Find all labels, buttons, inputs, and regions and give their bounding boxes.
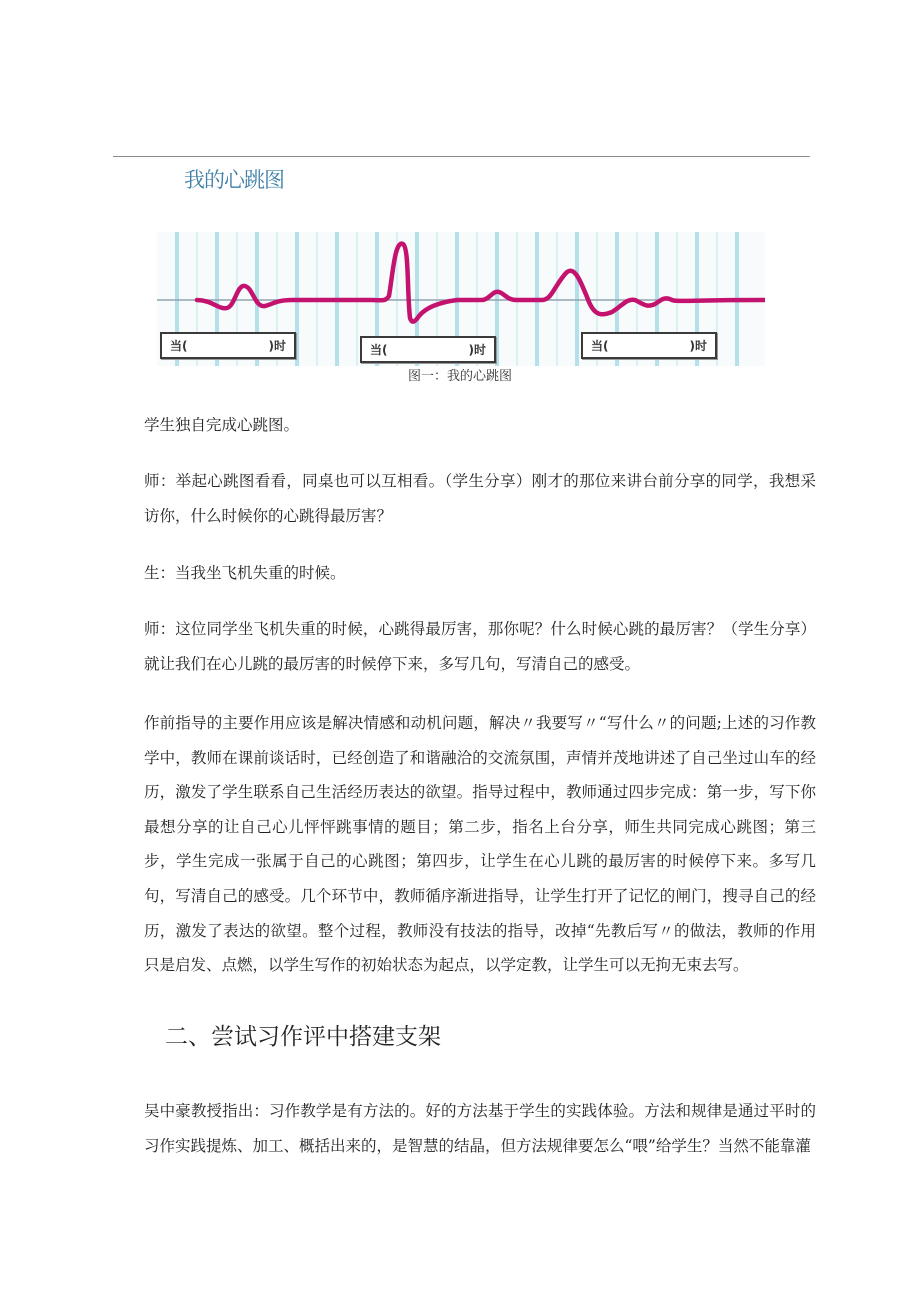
figure-caption: 图一：我的心跳图 bbox=[407, 369, 512, 384]
heartbeat-chart bbox=[157, 232, 765, 366]
paragraph-6-text: 吴中豪教授指出：习作教学是有方法的。好的方法基于学生的实践体验。方法和规律是通过平时的习作实践提炼、加工、概括出来的，是智慧的结晶，但方法规律要怎么“喂”给学生？当然不能靠灌 bbox=[144, 1102, 816, 1155]
moment-box-2[interactable] bbox=[360, 336, 496, 363]
paragraph-5-text: 作前指导的主要作用应该是解决情感和动机问题，解决〃我要写〃“写什么〃的问题;上述的习作教学中，教师在课前谈话时，已经创造了和谐融洽的交流氛围，声情并茂地讲述了自己坐过山车的经历，激发了学生联系自己生活经历表达的欲望。指导过程中，教师通过四步完成：第一步，写下你最想分享的让自己心儿怦怦跳事情的题目；第二步，指名上台分享，师生共同完成心跳图；第三步，学生完成一张属于自己的心跳图；第四步，让学生在心儿跳的最厉害的时候停下来。多写几句，写清自己的感受。几个环节中，教师循序渐进指导，让学生打开了记忆的闸门，搜寻自己的经历，激发了表达的欲望。整个过程，教师没有技法的指导，改掉“先教后写〃的做法，教师的作用只是启发、点燃，以学生写作的初始状态为起点，以学定教，让学生可以无拘无束去写。 bbox=[144, 714, 816, 975]
moment-box-3-right: )时 bbox=[689, 339, 707, 353]
moment-box-2-left: 当( bbox=[370, 343, 388, 357]
top-rule bbox=[113, 156, 810, 157]
paragraph-6 bbox=[144, 1094, 816, 1164]
moment-box-1[interactable] bbox=[160, 332, 296, 359]
ecg-trace bbox=[197, 244, 765, 322]
figure-title: 我的心跳图 bbox=[184, 168, 284, 192]
paragraph-4 bbox=[144, 612, 816, 681]
paragraph-2-text: 师：举起心跳图看看，同桌也可以互相看。（学生分享）刚才的那位来讲台前分享的同学，我想采访你，什么时候你的心跳得最厉害？ bbox=[144, 472, 816, 525]
paragraph-1: 学生独自完成心跳图。 bbox=[144, 416, 300, 434]
moment-box-3-left: 当( bbox=[591, 339, 609, 353]
moment-box-3[interactable] bbox=[581, 332, 717, 359]
section-heading: 二、尝试习作评中搭建支架 bbox=[165, 1024, 441, 1050]
paragraph-2 bbox=[144, 464, 816, 533]
moment-box-1-left: 当( bbox=[170, 339, 188, 353]
moment-box-2-right: )时 bbox=[468, 343, 486, 357]
paragraph-5 bbox=[144, 706, 816, 983]
paragraph-3: 生：当我坐飞机失重的时候。 bbox=[144, 564, 346, 582]
paragraph-4-text: 师：这位同学坐飞机失重的时候，心跳得最厉害，那你呢？什么时候心跳的最厉害？（学生分享）就让我们在心儿跳的最厉害的时候停下来，多写几句，写清自己的感受。 bbox=[144, 620, 816, 673]
moment-box-1-right: )时 bbox=[268, 339, 286, 353]
